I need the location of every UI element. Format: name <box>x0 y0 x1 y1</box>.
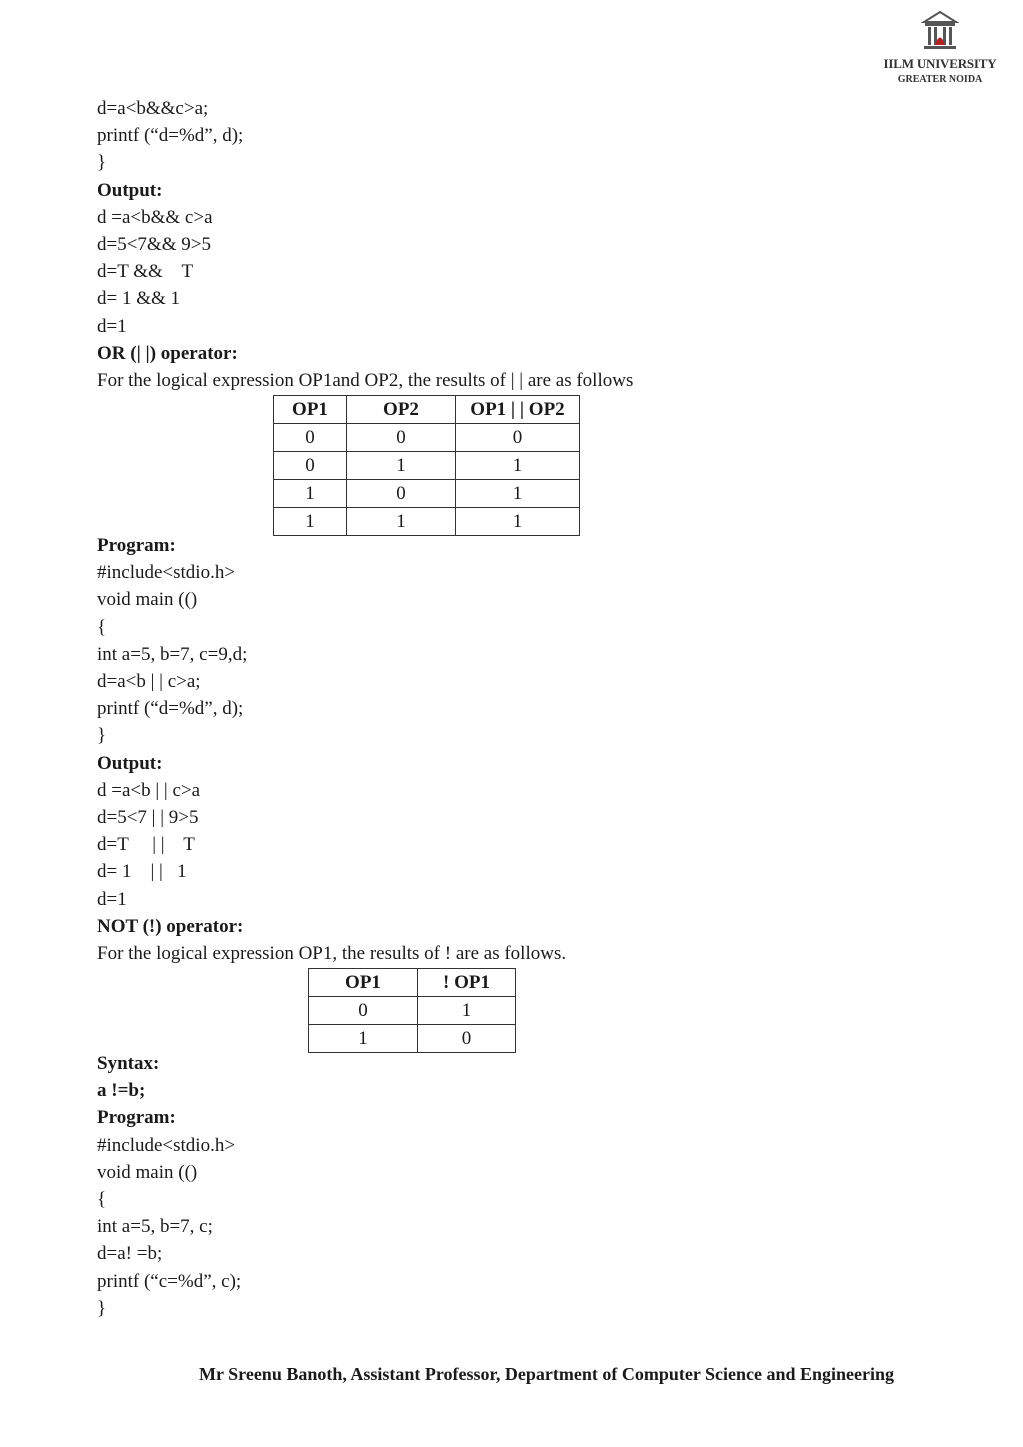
output-line: d= 1 && 1 <box>97 288 181 310</box>
output-line: d=5<7 | | 9>5 <box>97 806 199 828</box>
page-footer: Mr Sreenu Banoth, Assistant Professor, Department of Computer Science and Engineering <box>199 1364 894 1384</box>
or-truth-table <box>273 395 580 536</box>
table-cell: 1 <box>418 997 516 1025</box>
code-line: void main (() <box>97 1161 198 1183</box>
code-line: printf (“c=%d”, c); <box>97 1270 242 1292</box>
output-block-or <box>97 777 897 913</box>
output-line: d=1 <box>97 888 127 910</box>
document-body <box>97 95 897 1322</box>
program-heading: Program: <box>97 1107 176 1129</box>
output-line: d=T | | T <box>97 834 195 856</box>
table-cell: 1 <box>456 452 580 480</box>
or-operator-heading: OR (| |) operator: <box>97 342 238 364</box>
table-header-cell: OP1 | | OP2 <box>456 396 580 424</box>
not-intro-text: For the logical expression OP1, the results of ! are as follows. <box>97 942 567 964</box>
table-cell: 0 <box>347 480 456 508</box>
table-cell: 0 <box>274 452 347 480</box>
table-row <box>274 508 580 536</box>
output-line: d= 1 | | 1 <box>97 861 187 883</box>
not-table-wrapper <box>97 967 897 1050</box>
output-line: d=1 <box>97 315 127 337</box>
output-heading: Output: <box>97 752 163 774</box>
table-header-cell: OP2 <box>347 396 456 424</box>
table-cell: 0 <box>418 1025 516 1053</box>
or-intro-text: For the logical expression OP1and OP2, the results of | | are as follows <box>97 369 634 391</box>
table-cell: 1 <box>309 1025 418 1053</box>
code-line: int a=5, b=7, c; <box>97 1216 213 1238</box>
output-line: d=T && T <box>97 261 194 283</box>
table-cell: 0 <box>456 424 580 452</box>
table-cell: 1 <box>347 452 456 480</box>
table-cell: 0 <box>309 997 418 1025</box>
not-truth-table <box>308 968 516 1053</box>
code-line: d=a<b&&c>a; <box>97 98 209 119</box>
table-header-cell: OP1 <box>309 969 418 997</box>
code-line: } <box>97 725 107 747</box>
table-cell: 1 <box>274 480 347 508</box>
code-line: } <box>97 1297 107 1319</box>
output-heading: Output: <box>97 179 163 201</box>
table-row <box>274 424 580 452</box>
table-cell: 0 <box>347 424 456 452</box>
output-line: d =a<b | | c>a <box>97 779 201 801</box>
table-cell: 1 <box>456 480 580 508</box>
code-line: { <box>97 1189 107 1210</box>
output-block-and <box>97 204 897 340</box>
table-header-cell: OP1 <box>274 396 347 424</box>
code-line: printf (“d=%d”, d); <box>97 125 244 147</box>
table-row <box>274 480 580 508</box>
table-cell: 1 <box>347 508 456 536</box>
table-cell: 1 <box>456 508 580 536</box>
table-row <box>309 997 516 1025</box>
code-line: } <box>97 152 107 174</box>
code-line: d=a! =b; <box>97 1243 163 1265</box>
code-line: { <box>97 616 107 638</box>
logo-city: GREATER NOIDA <box>897 74 983 85</box>
university-logo <box>880 10 1000 90</box>
table-row <box>274 452 580 480</box>
table-row <box>309 1025 516 1053</box>
logo-name: IILM UNIVERSITY <box>883 56 997 71</box>
code-line: printf (“d=%d”, d); <box>97 698 244 720</box>
code-block-and <box>97 95 897 177</box>
table-header-cell: ! OP1 <box>418 969 516 997</box>
table-header-row <box>274 396 580 424</box>
code-block-or <box>97 559 897 749</box>
table-header-row <box>309 969 516 997</box>
building-icon <box>920 10 960 54</box>
syntax-code: a !=b; <box>97 1080 146 1102</box>
or-table-wrapper <box>97 394 897 532</box>
table-cell: 0 <box>274 424 347 452</box>
code-line: #include<stdio.h> <box>97 562 236 584</box>
table-cell: 1 <box>274 508 347 536</box>
output-line: d =a<b&& c>a <box>97 206 213 228</box>
code-block-not <box>97 1132 897 1322</box>
output-line: d=5<7&& 9>5 <box>97 233 211 255</box>
not-operator-heading: NOT (!) operator: <box>97 915 244 937</box>
code-line: d=a<b | | c>a; <box>97 671 201 692</box>
code-line: void main (() <box>97 589 198 611</box>
syntax-heading: Syntax: <box>97 1053 160 1075</box>
code-line: int a=5, b=7, c=9,d; <box>97 643 248 665</box>
code-line: #include<stdio.h> <box>97 1134 236 1156</box>
program-heading: Program: <box>97 535 176 557</box>
